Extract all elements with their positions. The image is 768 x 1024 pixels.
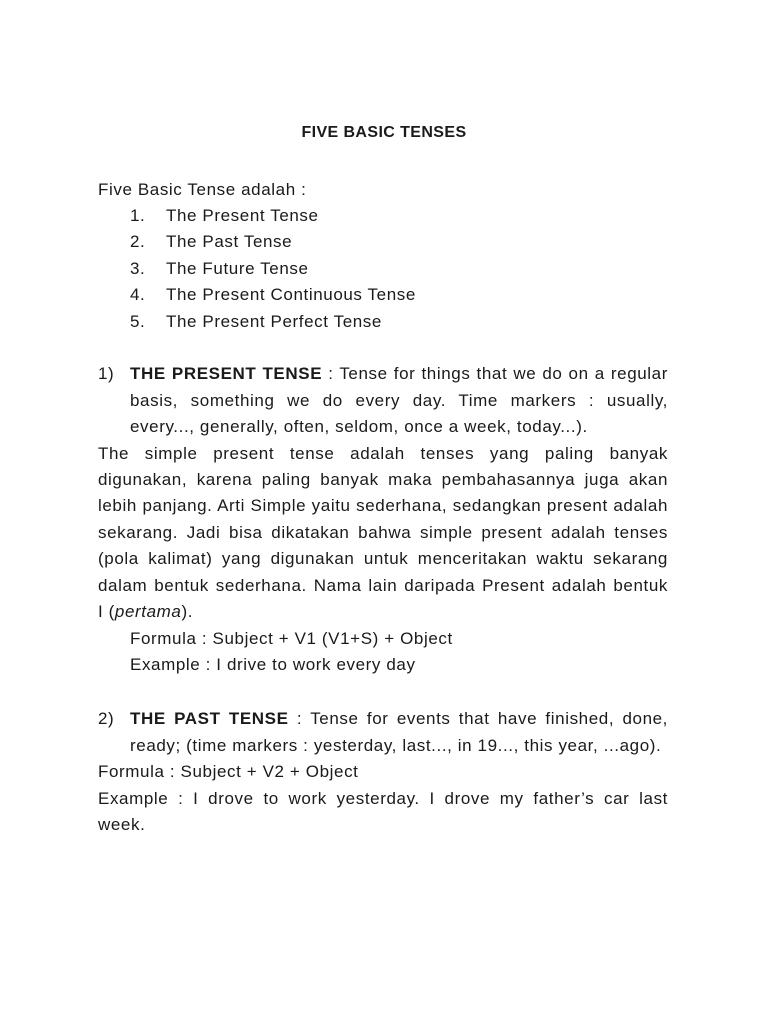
section1-para-line: (pola kalimat) yang digunakan untuk menceritakan waktu sekarang [98,549,668,568]
list-number: 2. [130,232,146,251]
section1-example: Example : I drive to work every day [130,655,416,674]
tense-list-item-4 [130,285,416,305]
section2-heading-line [98,709,668,729]
section-heading-rest: : Tense for things that we do on a regular [322,364,668,383]
section1-line-3: every..., generally, often, seldom, once a week, today...). [130,417,588,436]
section1-para-line: The simple present tense adalah tenses yang paling banyak [98,444,668,463]
section1-para-line: dalam bentuk sederhana. Nama lain daripada Present adalah bentuk [98,576,668,595]
list-number: 4. [130,285,146,304]
section-heading: THE PRESENT TENSE [130,364,323,383]
list-item-label: The Past Tense [166,232,293,251]
section-number: 2) [98,709,115,728]
list-item-label: The Present Tense [166,206,319,225]
tense-list-item-3 [130,259,309,279]
section1-heading-line [98,364,668,384]
text-span: I ( [98,602,115,621]
text-span: ). [181,602,194,621]
section1-para-line: digunakan, karena paling banyak maka pembahasannya juga akan [98,470,668,489]
section1-line-2: basis, something we do every day. Time markers : usually, [130,391,668,410]
section-number: 1) [98,364,115,383]
list-number: 3. [130,259,146,278]
list-item-label: The Future Tense [166,259,309,278]
italic-term: pertama [114,602,182,621]
list-number: 5. [130,312,146,331]
list-item-label: The Present Perfect Tense [166,312,382,331]
intro-text: Five Basic Tense adalah : [98,180,307,199]
section1-para-line: sekarang. Jadi bisa dikatakan bahwa simple present adalah tenses [98,523,668,542]
section1-para-last-line [98,602,193,622]
tense-list-item-5 [130,312,382,332]
section2-line-2: ready; (time markers : yesterday, last..., in 19..., this year, ...ago). [130,736,662,755]
tense-list-item-2 [130,232,292,252]
section1-para-line: lebih panjang. Arti Simple yaitu sederhana, sedangkan present adalah [98,496,668,515]
section2-example-cont: week. [98,815,146,834]
page-title: FIVE BASIC TENSES [301,124,467,141]
section-heading: THE PAST TENSE [130,709,289,728]
list-item-label: The Present Continuous Tense [166,285,416,304]
section2-example: Example : I drove to work yesterday. I drove my father’s car last [98,789,668,808]
section2-formula: Formula : Subject + V2 + Object [98,762,359,781]
list-number: 1. [130,206,146,225]
section1-formula: Formula : Subject + V1 (V1+S) + Object [130,629,453,648]
section-heading-rest: : Tense for events that have finished, done, [288,709,668,728]
tense-list-item-1 [130,206,319,226]
